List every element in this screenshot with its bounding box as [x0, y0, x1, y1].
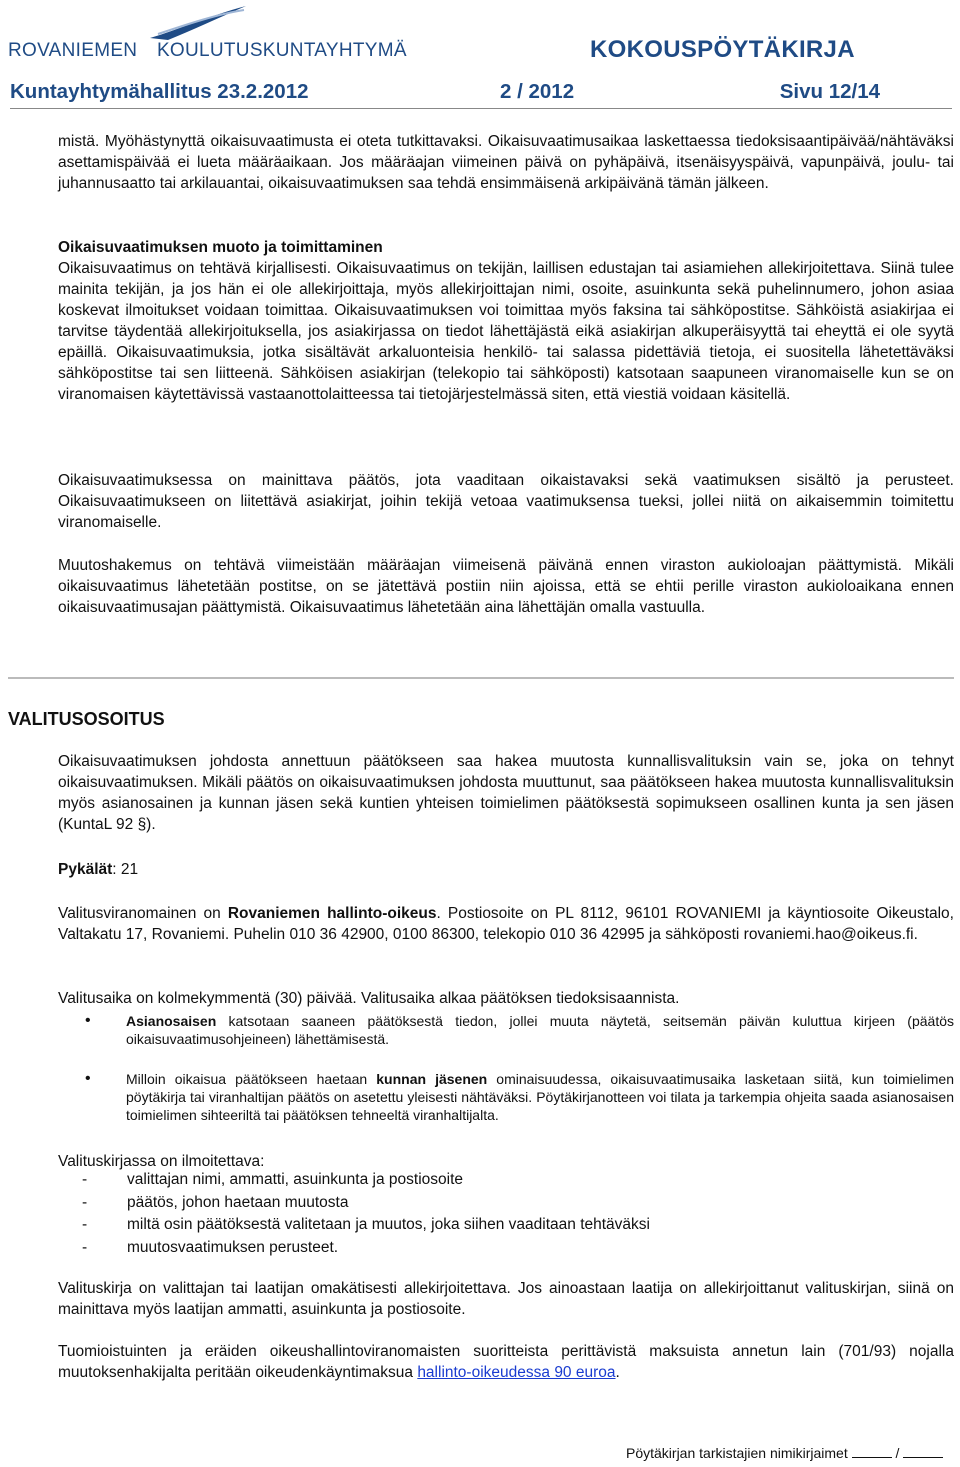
paragraph-submission: Muutoshakemus on tehtävä viimeistään määräajan viimeisenä päivänä ennen viraston aukioloajan päättymistä. Mikäli oikaisuvaatimus lähetetään postitse, on se jätettävä postiin niin ajoissa, että se ehtii perille viraston aukioloaikana ennen oikaisuvaatimusajan päättymistä. Oikaisuvaatimus lähetetään aina lähettäjän omalla vastuulla. — [58, 557, 954, 616]
logo-swoosh-icon — [148, 4, 248, 40]
paragraph-deadline: mistä. Myöhästynyttä oikaisuvaatimusta ei oteta tutkittavaksi. Oikaisuvaatimusaikaa laskettaessa tiedoksisaantipäivää/nähtäväksi asettamispäivää ei lueta määräaikaan. Jos määräajan viimeinen päivä on pyhäpäivä, itsenäisyyspäivä, vapunpäivä, joulu- tai juhannusaatto tai arkilauantai, oikaisuvaatimuksen saa tehdä ensimmäisenä arkipäivänä tämän jälkeen. — [58, 133, 954, 192]
page-number: Sivu 12/14 — [779, 80, 880, 103]
footer-initials — [626, 1445, 943, 1461]
bullet-icon: • — [85, 1070, 91, 1087]
paragraph-appeal-period: Valitusaika on kolmekymmentä (30) päivää. Valitusaika alkaa päätöksen tiedoksisaannista. — [58, 990, 680, 1007]
org-name-part2: KOULUTUSKUNTAYHTYMÄ — [156, 40, 407, 61]
section-divider — [8, 677, 954, 679]
initials-blank[interactable] — [852, 1445, 892, 1458]
bullet-item: • Milloin oikaisua päätökseen haetaan kunnan jäsenen ominaisuudessa, oikaisuvaatimusaika lasketaan siitä, kun toimielimen pöytäkirja tai viranhaltijan päätös on asetettu yleisesti nähtäväksi. Pöytäkirjanotteen voi tilata ja tarkempia ohjeita saada asianosaisen toimielimen sihteeriltä tai päätöksen tehneeltä viranhaltijalta. — [85, 1070, 955, 1123]
body-date: Kuntayhtymähallitus 23.2.2012 — [10, 80, 309, 103]
paragraph-authority: Valitusviranomainen on Rovaniemen hallinto-oikeus. Postiosoite on PL 8112, 96101 ROVANIEMI ja käyntiosoite Oikeustalo, Valtakatu 17, Rovaniemi. Puhelin 010 36 42900, 0100 86300, telekopio 010 36 42995 ja sähköposti rovaniemi.hao@oikeus.fi. — [58, 905, 954, 943]
letter-intro: Valituskirjassa on ilmoitettava: — [58, 1153, 265, 1170]
footer-slash: / — [895, 1445, 900, 1461]
org-name-part1: ROVANIEMEN — [8, 40, 138, 61]
paragraphs-value: : 21 — [112, 861, 139, 878]
paragraph-form: Oikaisuvaatimus on tehtävä kirjallisesti. Oikaisuvaatimus on tekijän, laillisen edustajan tai asiamiehen allekirjoitettava. Siinä tulee mainita tekijän, ja jos hän ei ole allekirjoittaja, myös allekirjoittajan nimi, osoite, asuinkunta sekä puhelinnumero, johon asiaa koskevat ilmoitukset voidaan toimittaa. Oikaisuvaatimuksen voi toimittaa myös faksina tai sähköpostitse. Sähköistä asiakirjaa ei tarvitse täydentää allekirjoituksella, jos asiakirjassa on tiedot lähettäjästä eikä asiakirjan alkuperäisyyttä tai eheyttä ei ole syytä epäillä. Oikaisuvaatimuksia, jotka sisältävät arkaluonteisia henkilö- tai salassa pidettäviä tietoja, ei suositella lähetettäväksi sähköpostitse tai sen liitteenä. Sähköisen asiakirjan (telekopio tai sähköposti) katsotaan saapuneen viranomaiselle kun se on viranomaisen käytettävissä vastaanottolaitteessa tai tietojärjestelmässä siten, että viestiä voidaan käsitellä. — [58, 260, 954, 403]
paragraph-appeal: Oikaisuvaatimuksen johdosta annettuun päätökseen saa hakea muutosta kunnallisvalituksin vain se, joka on tehnyt oikaisuvaatimuksen. Mikäli päätös on oikaisuvaatimuksen johdosta muuttunut, saa päätökseen hakea muutosta kunnallisvalituksin myös asianosainen ja kunnan jäsen sekä kuntien yhteisen toimielimen päätöksestä sopimukseen osallinen kunta ja sen jäsen (KuntaL 92 §). — [58, 753, 954, 833]
section-form — [58, 237, 954, 405]
authority-name: Rovaniemen hallinto-oikeus — [227, 905, 437, 922]
list-item: - muutosvaatimuksen perusteet. — [82, 1238, 339, 1256]
header-row — [10, 80, 950, 108]
paragraphs-label: Pykälät — [58, 861, 113, 878]
org-logo — [8, 4, 428, 64]
letter-requirements-list — [82, 1169, 650, 1259]
paragraph-fee: Tuomioistuinten ja eräiden oikeushallintoviranomaisten suoritteista perittävistä maksuista annetun lain (701/93) nojalla muutoksenhakijalta peritään oikeudenkäyntimaksua hallinto-oikeudessa 90 euroa. — [58, 1343, 954, 1381]
fee-link[interactable]: hallinto-oikeudessa 90 euroa — [417, 1364, 616, 1381]
paragraph-signature: Valituskirja on valittajan tai laatijan omakätisesti allekirjoitettava. Jos ainoastaan laatija on allekirjoittanut valituskirjan, siinä on mainittava myös laatijan ammatti, asuinkunta ja postiosoite. — [58, 1280, 954, 1318]
list-item: - valittajan nimi, ammatti, asuinkunta ja postiosoite — [82, 1171, 463, 1188]
document-kind: KOKOUSPÖYTÄKIRJA — [590, 36, 855, 63]
section-heading: Oikaisuvaatimuksen muoto ja toimittaminen — [58, 239, 383, 256]
initials-blank[interactable] — [903, 1445, 943, 1458]
bullet-icon: • — [85, 1012, 91, 1029]
paragraphs-sections — [58, 859, 954, 880]
footer-label: Pöytäkirjan tarkistajien nimikirjaimet — [626, 1445, 848, 1461]
bullet-item: • Asianosaisen katsotaan saaneen päätöksestä tiedon, jollei muuta näytetä, seitsemän päivän kuluttua kirjeen (päätös oikaisuvaatimusohjeineen) lähettämisestä. — [85, 1012, 954, 1047]
section-title: VALITUSOSOITUS — [8, 709, 165, 729]
list-item: - miltä osin päätöksestä valitetaan ja muutos, joka siihen vaaditaan tehtäväksi — [82, 1216, 650, 1233]
meeting-number: 2 / 2012 — [500, 80, 575, 103]
list-item: - päätös, johon haetaan muutosta — [82, 1193, 349, 1211]
header-divider — [10, 108, 952, 109]
paragraph-contents: Oikaisuvaatimuksessa on mainittava päätös, jota vaaditaan oikaistavaksi sekä vaatimuksen sisältö ja perusteet. Oikaisuvaatimukseen on liitettävä asiakirjat, joihin tekijä vetoaa vaatimuksensa tueksi, jollei niitä on aikaisemmin toimitettu viranomaiselle. — [58, 472, 954, 531]
